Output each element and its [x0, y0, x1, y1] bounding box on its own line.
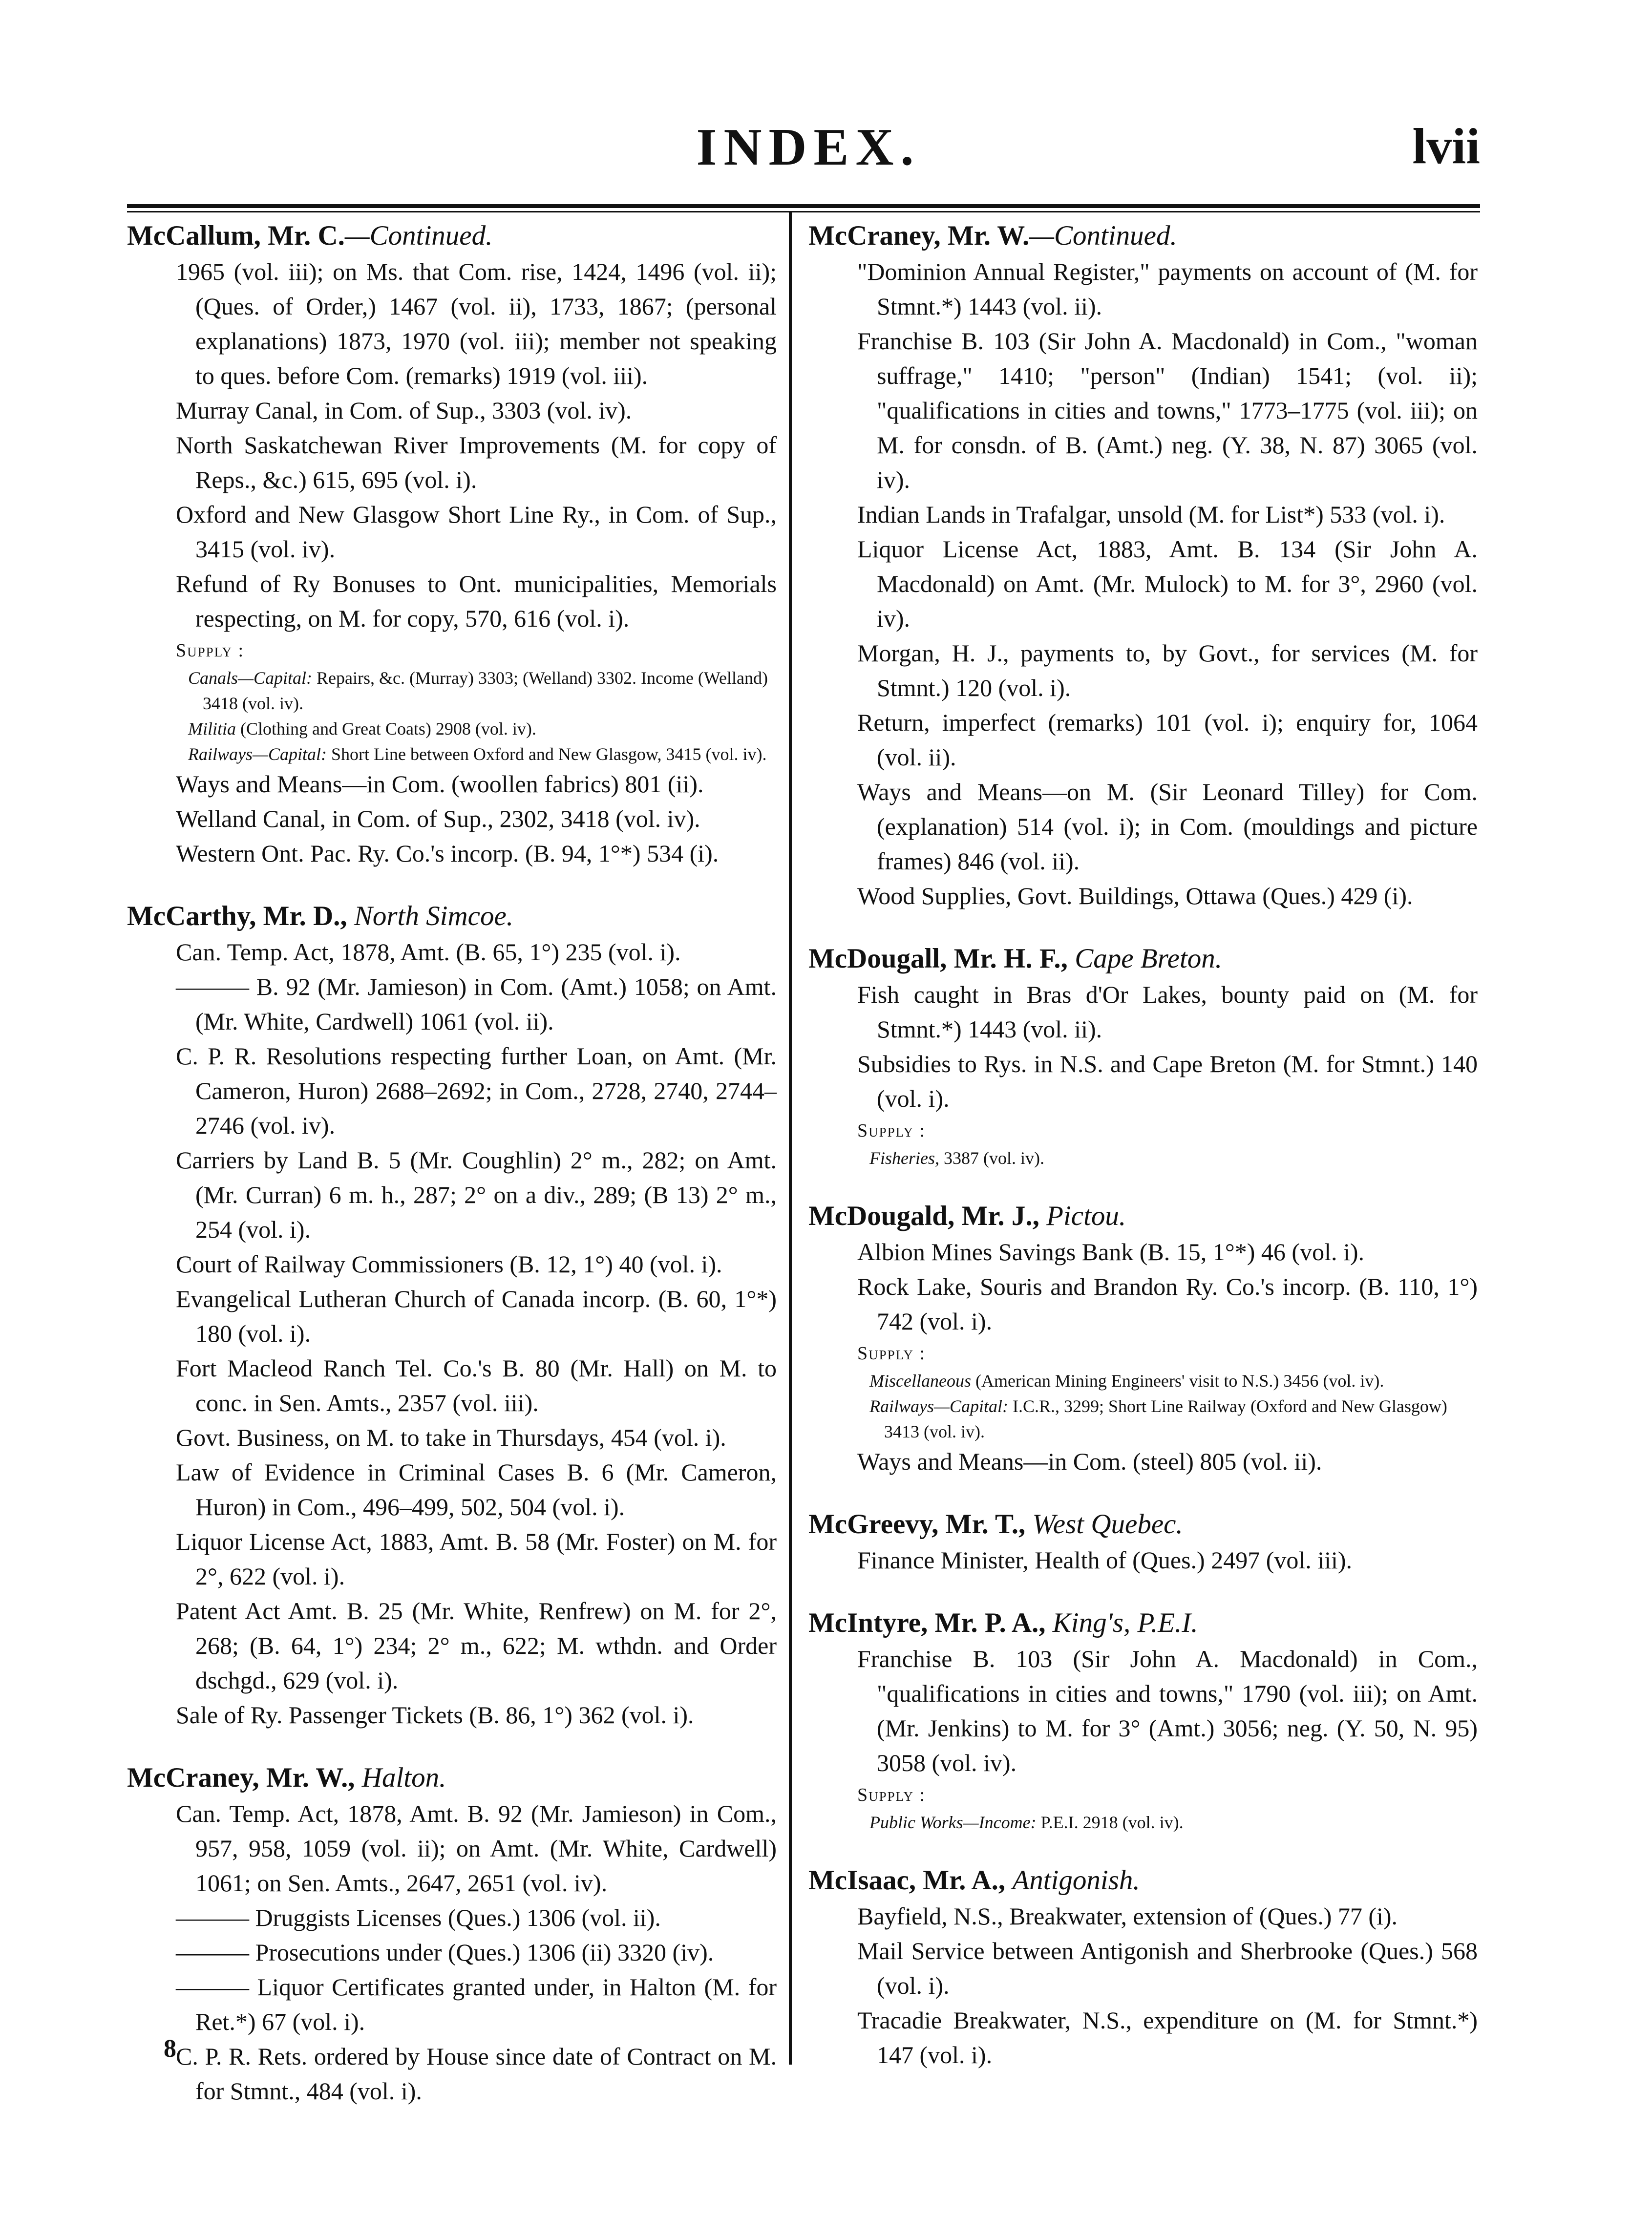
member-name: McCarthy, Mr. D., — [127, 901, 347, 931]
index-line: Court of Railway Commissioners (B. 12, 1°) 40 (vol. i). — [176, 1250, 722, 1278]
riding-name: Halton. — [361, 1762, 446, 1793]
index-line: Wood Supplies, Govt. Buildings, Ottawa (Ques.) 429 (i). — [857, 882, 1413, 909]
supply-heading: Supply : — [857, 1785, 926, 1805]
index-line: Morgan, H. J., payments to, by Govt., for services (M. for Stmnt.) 120 (vol. i). — [857, 639, 1478, 701]
index-line: Rock Lake, Souris and Brandon Ry. Co.'s incorp. (B. 110, 1°) 742 (vol. i). — [857, 1273, 1478, 1335]
index-entry — [808, 217, 1478, 913]
index-line: Murray Canal, in Com. of Sup., 3303 (vol. iv). — [176, 397, 632, 424]
index-line: Carriers by Land B. 5 (Mr. Coughlin) 2° m., 282; on Amt. (Mr. Curran) 6 m. h., 287; 2° on a div., 289; (B 13) 2° m., 254 (vol. i). — [176, 1146, 777, 1243]
index-line: Refund of Ry Bonuses to Ont. municipalities, Memorials respecting, on M. for copy, 570, 616 (vol. i). — [176, 570, 777, 632]
header-rule — [127, 204, 1480, 208]
index-line: Finance Minister, Health of (Ques.) 2497 (vol. iii). — [857, 1546, 1353, 1574]
supply-detail: (Clothing and Great Coats) 2908 (vol. iv). — [236, 719, 536, 739]
entry-heading — [127, 1759, 777, 1796]
supply-category: Miscellaneous — [869, 1371, 971, 1391]
entry-heading — [808, 940, 1478, 977]
supply-item — [142, 665, 777, 716]
index-line: Bayfield, N.S., Breakwater, extension of (Ques.) 77 (i). — [857, 1902, 1398, 1930]
index-line: North Saskatchewan River Improvements (M. for copy of Reps., &c.) 615, 695 (vol. i). — [176, 431, 777, 493]
index-line: ——— Druggists Licenses (Ques.) 1306 (vol. ii). — [176, 1904, 661, 1931]
index-line: Ways and Means—in Com. (steel) 805 (vol. ii). — [857, 1448, 1322, 1475]
signature-mark: 8 — [164, 2035, 176, 2063]
index-line: C. P. R. Rets. ordered by House since date of Contract on M. for Stmnt., 484 (vol. i). — [176, 2043, 777, 2105]
column-divider — [789, 211, 792, 2065]
index-entry — [808, 1862, 1478, 2072]
entry-heading — [808, 1862, 1478, 1899]
supply-detail: P.E.I. 2918 (vol. iv). — [1036, 1813, 1184, 1832]
index-entry — [808, 1198, 1478, 1479]
member-name: McIntyre, Mr. P. A., — [808, 1607, 1046, 1638]
entry-heading — [127, 217, 777, 254]
index-line: C. P. R. Resolutions respecting further Loan, on Amt. (Mr. Cameron, Huron) 2688–2692; in Com., 2728, 2740, 2744–2746 (vol. iv). — [176, 1042, 777, 1139]
index-line: Govt. Business, on M. to take in Thursdays, 454 (vol. i). — [176, 1424, 726, 1451]
supply-heading: Supply : — [176, 640, 245, 661]
index-entry — [808, 1506, 1478, 1578]
riding-name: West Quebec. — [1032, 1509, 1183, 1540]
supply-item — [823, 1393, 1478, 1444]
page-number: lvii — [1412, 118, 1480, 174]
supply-category: Canals—Capital: — [188, 668, 313, 688]
supply-detail: Repairs, &c. (Murray) 3303; (Welland) 3302. Income (Welland) 3418 (vol. iv). — [203, 668, 768, 713]
continued-label: —Continued. — [344, 220, 493, 251]
index-line: Mail Service between Antigonish and Sherbrooke (Ques.) 568 (vol. i). — [857, 1937, 1478, 1999]
supply-detail: I.C.R., 3299; Short Line Railway (Oxford and New Glasgow) 3413 (vol. iv). — [884, 1396, 1447, 1441]
continued-label: —Continued. — [1029, 220, 1177, 251]
member-name: McIsaac, Mr. A., — [808, 1865, 1006, 1896]
member-name: McCallum, Mr. C. — [127, 220, 345, 251]
supply-detail: 3387 (vol. iv). — [939, 1148, 1044, 1168]
index-line: Indian Lands in Trafalgar, unsold (M. for List*) 533 (vol. i). — [857, 501, 1445, 528]
index-line: ——— Liquor Certificates granted under, in Halton (M. for Ret.*) 67 (vol. i). — [176, 1973, 777, 2035]
index-line: Welland Canal, in Com. of Sup., 2302, 3418 (vol. iv). — [176, 805, 700, 832]
riding-name: North Simcoe. — [354, 901, 514, 931]
index-line: Fort Macleod Ranch Tel. Co.'s B. 80 (Mr. Hall) on M. to conc. in Sen. Amts., 2357 (vol. iii). — [176, 1354, 777, 1416]
index-line: Liquor License Act, 1883, Amt. B. 134 (Sir John A. Macdonald) on Amt. (Mr. Mulock) to M. for 3°, 2960 (vol. iv). — [857, 535, 1478, 632]
member-name: McGreevy, Mr. T., — [808, 1509, 1026, 1540]
index-line: Sale of Ry. Passenger Tickets (B. 86, 1°) 362 (vol. i). — [176, 1701, 694, 1729]
entry-heading — [127, 898, 777, 935]
supply-category: Public Works—Income: — [869, 1813, 1037, 1832]
member-name: McCraney, Mr. W., — [127, 1762, 355, 1793]
index-line: Subsidies to Rys. in N.S. and Cape Breton (M. for Stmnt.) 140 (vol. i). — [857, 1050, 1478, 1112]
index-line: Patent Act Amt. B. 25 (Mr. White, Renfrew) on M. for 2°, 268; (B. 64, 1°) 234; 2° m., 622; M. wthdn. and Order dschgd., 629 (vol. i). — [176, 1597, 777, 1694]
index-line: Oxford and New Glasgow Short Line Ry., in Com. of Sup., 3415 (vol. iv). — [176, 501, 777, 563]
index-line: Ways and Means—in Com. (woollen fabrics) 801 (ii). — [176, 770, 704, 798]
page-title: INDEX. — [696, 118, 921, 176]
index-line: Can. Temp. Act, 1878, Amt. B. 92 (Mr. Jamieson) in Com., 957, 958, 1059 (vol. ii); on Amt. (Mr. White, Cardwell) 1061; on Sen. Amts., 2647, 2651 (vol. iv). — [176, 1800, 777, 1897]
supply-category: Railways—Capital: — [188, 744, 327, 764]
supply-item — [823, 1145, 1478, 1171]
index-line: 1965 (vol. iii); on Ms. that Com. rise, 1424, 1496 (vol. ii); (Ques. of Order,) 1467 (vol. ii), 1733, 1867; (personal explanations) 1873, 1970 (vol. iii); member not speaking to ques. before Com. (remarks) 1919 (vol. iii). — [176, 258, 777, 389]
index-line: Western Ont. Pac. Ry. Co.'s incorp. (B. 94, 1°*) 534 (i). — [176, 840, 719, 867]
entry-heading — [808, 1198, 1478, 1235]
index-line: Tracadie Breakwater, N.S., expenditure on (M. for Stmnt.*) 147 (vol. i). — [857, 2006, 1478, 2069]
entry-heading — [808, 1605, 1478, 1642]
supply-detail: Short Line between Oxford and New Glasgow, 3415 (vol. iv). — [327, 744, 767, 764]
riding-name: Cape Breton. — [1075, 943, 1223, 974]
index-line: ——— B. 92 (Mr. Jamieson) in Com. (Amt.) 1058; on Amt. (Mr. White, Cardwell) 1061 (vol. ii). — [176, 973, 777, 1035]
index-line: ——— Prosecutions under (Ques.) 1306 (ii) 3320 (iv). — [176, 1939, 714, 1966]
index-entry — [127, 1759, 777, 2109]
index-line: Evangelical Lutheran Church of Canada incorp. (B. 60, 1°*) 180 (vol. i). — [176, 1285, 777, 1347]
page-header — [127, 117, 1490, 190]
right-column — [808, 217, 1478, 2099]
index-entry — [127, 217, 777, 871]
riding-name: Antigonish. — [1012, 1865, 1140, 1896]
index-line: Return, imperfect (remarks) 101 (vol. i); enquiry for, 1064 (vol. ii). — [857, 709, 1478, 771]
index-line: Ways and Means—on M. (Sir Leonard Tilley) for Com. (explanation) 514 (vol. i); in Com. (mouldings and picture frames) 846 (vol. ii). — [857, 778, 1478, 875]
entry-heading — [808, 1506, 1478, 1543]
index-entry — [127, 898, 777, 1732]
index-line: Franchise B. 103 (Sir John A. Macdonald) in Com., "qualifications in cities and towns," 1790 (vol. iii); on Amt. (Mr. Jenkins) to M. for 3° (Amt.) 3056; neg. (Y. 50, N. 95) 3058 (vol. iv). — [857, 1645, 1478, 1776]
supply-category: Fisheries, — [869, 1148, 939, 1168]
index-line: Franchise B. 103 (Sir John A. Macdonald) in Com., "woman suffrage," 1410; "person" (Indian) 1541; (vol. ii); "qualifications in cities and towns," 1773–1775 (vol. iii); on M. for consdn. of B. (Amt.) neg. (Y. 38, N. 87) 3065 (vol. iv). — [857, 327, 1478, 493]
supply-category: Militia — [188, 719, 236, 739]
index-entry — [808, 940, 1478, 1171]
index-line: Law of Evidence in Criminal Cases B. 6 (Mr. Cameron, Huron) in Com., 496–499, 502, 504 (vol. i). — [176, 1458, 777, 1520]
member-name: McCraney, Mr. W. — [808, 220, 1030, 251]
index-line: Albion Mines Savings Bank (B. 15, 1°*) 46 (vol. i). — [857, 1238, 1365, 1266]
left-column — [127, 217, 777, 2135]
supply-item — [142, 716, 777, 741]
supply-item — [823, 1368, 1478, 1393]
supply-heading: Supply : — [857, 1343, 926, 1364]
index-line: Can. Temp. Act, 1878, Amt. (B. 65, 1°) 235 (vol. i). — [176, 938, 681, 966]
supply-item — [142, 741, 777, 767]
member-name: McDougall, Mr. H. F., — [808, 943, 1068, 974]
member-name: McDougald, Mr. J., — [808, 1201, 1039, 1231]
supply-heading: Supply : — [857, 1120, 926, 1141]
riding-name: King's, P.E.I. — [1052, 1607, 1198, 1638]
riding-name: Pictou. — [1046, 1201, 1126, 1231]
entry-heading — [808, 217, 1478, 254]
supply-detail: (American Mining Engineers' visit to N.S.) 3456 (vol. iv). — [971, 1371, 1384, 1391]
index-line: Liquor License Act, 1883, Amt. B. 58 (Mr. Foster) on M. for 2°, 622 (vol. i). — [176, 1528, 777, 1590]
header-rule-thin — [127, 211, 1480, 212]
supply-category: Railways—Capital: — [869, 1396, 1009, 1416]
supply-item — [823, 1810, 1478, 1835]
index-line: Fish caught in Bras d'Or Lakes, bounty paid on (M. for Stmnt.*) 1443 (vol. ii). — [857, 981, 1478, 1043]
index-entry — [808, 1605, 1478, 1835]
index-line: "Dominion Annual Register," payments on account of (M. for Stmnt.*) 1443 (vol. ii). — [857, 258, 1478, 320]
